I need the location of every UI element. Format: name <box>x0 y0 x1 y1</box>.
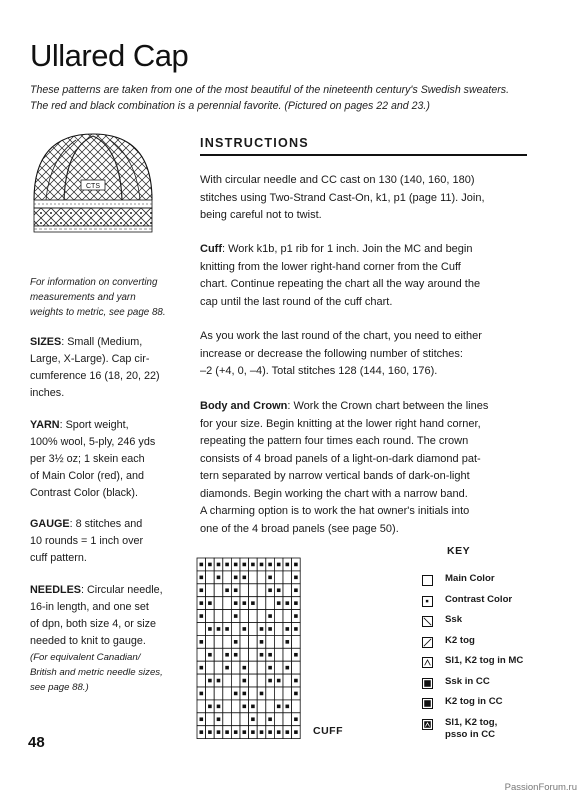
contrast-stitch <box>268 679 272 683</box>
yarn-text: 100% wool, 5-ply, 246 yds <box>30 436 156 448</box>
sizes-text: inches. <box>30 387 65 399</box>
cuff-chart <box>196 557 304 740</box>
contrast-stitch <box>243 730 247 734</box>
chart-cell <box>231 674 240 687</box>
contrast-stitch <box>243 563 247 567</box>
cuff-paragraph <box>200 241 530 311</box>
key-row <box>422 573 562 594</box>
contrast-stitch <box>294 717 298 721</box>
chart-cell <box>206 584 215 597</box>
chart-cell <box>231 700 240 713</box>
ssk-icon <box>422 616 433 627</box>
contrast-stitch <box>268 730 272 734</box>
key-label-line: Ssk in CC <box>445 675 490 687</box>
contrast-stitch <box>260 730 264 734</box>
chart-cell <box>223 597 232 610</box>
page-title: Ullared Cap <box>30 38 189 73</box>
watermark: PassionForum.ru <box>504 782 577 793</box>
chart-cell <box>266 635 275 648</box>
contrast-stitch <box>294 679 298 683</box>
gauge-label: GAUGE <box>30 518 70 530</box>
chart-cell <box>240 584 249 597</box>
contrast-stitch <box>243 692 247 696</box>
contrast-stitch <box>294 601 298 605</box>
chart-cell <box>223 674 232 687</box>
needles-text: needed to knit to gauge. <box>30 635 146 647</box>
chart-cell <box>223 713 232 726</box>
chart-cell <box>274 571 283 584</box>
contrast-stitch <box>268 614 272 618</box>
needles-text: of dpn, both size 4, or size <box>30 618 157 630</box>
key-label <box>445 717 497 741</box>
contrast-stitch <box>234 563 238 567</box>
contrast-stitch <box>268 563 272 567</box>
contrast-stitch <box>208 730 212 734</box>
key-title: KEY <box>447 545 471 557</box>
chart-cell <box>283 571 292 584</box>
chart-cell <box>274 713 283 726</box>
body-crown-paragraph <box>200 398 530 538</box>
contrast-stitch <box>200 666 204 670</box>
chart-key <box>422 573 562 740</box>
chart-cell <box>214 584 223 597</box>
sizes-block <box>30 334 180 402</box>
contrast-stitch <box>294 653 298 657</box>
contrast-stitch <box>225 653 229 657</box>
contrast-stitch <box>294 588 298 592</box>
chart-cell <box>197 623 206 636</box>
contrast-stitch <box>200 692 204 696</box>
contrast-stitch <box>200 576 204 580</box>
chart-cell <box>214 597 223 610</box>
contrast-stitch <box>225 627 229 631</box>
contrast-stitch <box>208 563 212 567</box>
key-row <box>422 696 562 717</box>
contrast-stitch <box>217 705 221 709</box>
paragraph-line: increase or decrease the following number of stitches: <box>200 347 463 360</box>
chart-cell <box>257 571 266 584</box>
paragraph-line: cap until the last round of the cuff chart. <box>200 295 393 308</box>
chart-cell <box>214 661 223 674</box>
contrast-stitch <box>234 601 238 605</box>
contrast-stitch <box>286 730 290 734</box>
paragraph-line: diamonds. Begin working the chart with a narrow band. <box>200 487 468 500</box>
chart-cell <box>206 635 215 648</box>
paragraph-line: being careful not to twist. <box>200 209 322 221</box>
chart-cell <box>214 610 223 623</box>
contrast-stitch <box>243 666 247 670</box>
contrast-stitch <box>243 576 247 580</box>
chart-cell <box>283 584 292 597</box>
chart-cell <box>231 661 240 674</box>
contrast-stitch <box>217 730 221 734</box>
contrast-stitch <box>234 640 238 644</box>
yarn-text: of Main Color (red), and <box>30 470 145 482</box>
yarn-label: YARN <box>30 419 60 431</box>
chart-cell <box>283 713 292 726</box>
contrast-stitch <box>268 653 272 657</box>
yarn-text: : Sport weight, <box>59 419 129 431</box>
paragraph-line: chart. Continue repeating the chart all the way around the <box>200 278 481 290</box>
contrast-stitch <box>286 666 290 670</box>
contrast-stitch <box>208 705 212 709</box>
contrast-stitch <box>251 563 255 567</box>
chart-cell <box>249 687 258 700</box>
chart-cell <box>240 713 249 726</box>
paragraph-line: repeating the pattern four times each round. The crown <box>200 435 469 447</box>
paragraph-line: : Work k1b, p1 rib for 1 inch. Join the MC and begin <box>222 243 473 255</box>
chart-cell <box>206 713 215 726</box>
chart-cell <box>257 674 266 687</box>
sizes-text: : Small (Medium, <box>61 336 143 348</box>
gauge-text: : 8 stitches and <box>69 518 143 530</box>
chart-cell <box>197 674 206 687</box>
contrast-stitch <box>260 692 264 696</box>
chart-cell <box>266 597 275 610</box>
contrast-stitch <box>217 679 221 683</box>
chart-cell <box>257 700 266 713</box>
contrast-stitch <box>277 705 281 709</box>
intro-line: These patterns are taken from one of the most beautiful of the nineteenth century's Swedish sweaters. <box>30 84 510 96</box>
contrast-stitch <box>243 679 247 683</box>
chart-cell <box>214 648 223 661</box>
contrast-stitch <box>234 730 238 734</box>
paragraph-line: –2 (+4, 0, –4). Total stitches 128 (144, 160, 176). <box>200 365 438 377</box>
gauge-block <box>30 516 180 567</box>
key-label <box>445 614 462 626</box>
contrast-stitch <box>251 730 255 734</box>
chart-cell <box>257 610 266 623</box>
metric-note-line: measurements and yarn <box>30 292 136 303</box>
key-row <box>422 614 562 635</box>
paragraph-line: knitting from the lower right-hand corner from the Cuff <box>200 260 461 273</box>
contrast-stitch <box>294 692 298 696</box>
chart-cell <box>231 623 240 636</box>
key-label-line: psso in CC <box>445 728 496 740</box>
chart-cell <box>249 661 258 674</box>
contrast-stitch <box>234 588 238 592</box>
chart-cell <box>283 674 292 687</box>
key-label-line: Sl1, K2 tog, <box>445 716 498 728</box>
chart-cell <box>266 700 275 713</box>
chart-cell <box>223 687 232 700</box>
chart-cell <box>292 700 301 713</box>
needles-label: NEEDLES <box>30 584 81 596</box>
contrast-stitch <box>286 640 290 644</box>
key-label-line: Contrast Color <box>445 593 513 605</box>
paragraph-line: tern separated by narrow vertical bands of dark-on-light <box>200 470 470 482</box>
chart-cell <box>274 661 283 674</box>
contrast-stitch <box>268 627 272 631</box>
key-label-line: Ssk <box>445 614 463 625</box>
key-label-line: K2 tog <box>445 634 475 646</box>
key-label <box>445 655 523 667</box>
needles-note: British and metric needle sizes, <box>30 667 163 678</box>
gauge-text: 10 rounds = 1 inch over <box>30 535 144 547</box>
chart-cell <box>223 610 232 623</box>
sizes-label: SIZES <box>30 336 62 348</box>
metric-note <box>30 275 180 320</box>
stitch-adjust-paragraph <box>200 328 530 381</box>
contrast-stitch <box>294 627 298 631</box>
chart-cell <box>257 584 266 597</box>
contrast-stitch <box>234 692 238 696</box>
key-label-line: Sl1, K2 tog in MC <box>445 655 524 666</box>
yarn-text: Contrast Color (black). <box>30 487 139 499</box>
contrast-stitch <box>200 614 204 618</box>
chart-cell <box>249 571 258 584</box>
chart-cell <box>257 713 266 726</box>
contrast-stitch <box>286 705 290 709</box>
cuff-label: Cuff <box>200 243 222 255</box>
chart-cell <box>240 635 249 648</box>
chart-cell <box>206 571 215 584</box>
key-row <box>422 594 562 615</box>
paragraph-line: As you work the last round of the chart, you need to either <box>200 330 482 342</box>
chart-cell <box>231 713 240 726</box>
paragraph-line: for your size. Begin knitting at the lower right hand corner, <box>200 417 481 430</box>
contrast-stitch <box>260 653 264 657</box>
contrast-stitch <box>277 679 281 683</box>
chart-cell <box>240 648 249 661</box>
contrast-stitch <box>234 653 238 657</box>
hat-initials: CTS <box>86 183 100 190</box>
paragraph-line: one of the 4 broad panels (see page 50). <box>200 522 399 535</box>
needles-text: : Circular needle, <box>81 584 163 596</box>
chart-cell <box>283 610 292 623</box>
contrast-stitch <box>217 563 221 567</box>
chart-cell <box>249 648 258 661</box>
filled-caret-icon <box>422 719 433 730</box>
contrast-stitch <box>286 627 290 631</box>
chart-cell <box>274 687 283 700</box>
contrast-stitch <box>200 640 204 644</box>
key-label <box>445 676 490 688</box>
instructions-heading: INSTRUCTIONS <box>200 136 527 156</box>
needles-note: see page 88.) <box>30 682 89 693</box>
intro-line: The red and black combination is a perennial favorite. (Pictured on pages 22 and 23.) <box>30 100 430 112</box>
chart-cell <box>206 687 215 700</box>
contrast-stitch <box>286 563 290 567</box>
cuff-chart-label: CUFF <box>313 725 343 737</box>
contrast-stitch <box>208 679 212 683</box>
contrast-stitch <box>277 730 281 734</box>
paragraph-line: consists of 4 broad panels of a light-on-dark diamond pat- <box>200 452 481 465</box>
chart-cell <box>214 687 223 700</box>
contrast-stitch <box>251 705 255 709</box>
chart-cell <box>274 648 283 661</box>
chart-cell <box>292 635 301 648</box>
contrast-stitch <box>225 563 229 567</box>
contrast-stitch <box>268 717 272 721</box>
chart-cell <box>249 584 258 597</box>
hat-illustration <box>26 128 161 243</box>
contrast-stitch <box>225 730 229 734</box>
chart-cell <box>223 700 232 713</box>
contrast-stitch <box>260 640 264 644</box>
body-crown-label: Body and Crown <box>200 400 288 412</box>
contrast-stitch <box>225 588 229 592</box>
needles-note: (For equivalent Canadian/ <box>30 652 141 663</box>
contrast-stitch <box>225 666 229 670</box>
chart-cell <box>292 661 301 674</box>
chart-cell <box>266 687 275 700</box>
paragraph-line: A charming option is to work the hat owner's initials into <box>200 505 470 517</box>
sizes-text: cumference 16 (18, 20, 22) <box>30 370 160 382</box>
chart-cell <box>206 661 215 674</box>
contrast-stitch <box>234 614 238 618</box>
contrast-stitch <box>200 601 204 605</box>
chart-cell <box>214 635 223 648</box>
contrast-stitch <box>217 717 221 721</box>
contrast-stitch <box>200 730 204 734</box>
dot-square-icon <box>422 596 433 607</box>
chart-cell <box>274 635 283 648</box>
contrast-stitch <box>243 601 247 605</box>
chart-cell <box>249 635 258 648</box>
yarn-block <box>30 417 180 502</box>
contrast-stitch <box>251 717 255 721</box>
empty-square-icon <box>422 575 433 586</box>
contrast-stitch <box>217 576 221 580</box>
contrast-stitch <box>260 563 264 567</box>
contrast-stitch <box>200 563 204 567</box>
chart-cell <box>283 648 292 661</box>
chart-cell <box>249 674 258 687</box>
metric-note-line: For information on converting <box>30 277 158 288</box>
contrast-stitch <box>277 588 281 592</box>
paragraph-line: : Work the Crown chart between the lines <box>287 400 489 412</box>
key-row <box>422 635 562 656</box>
key-label-line: K2 tog in CC <box>445 696 503 707</box>
caret-icon <box>422 657 433 668</box>
contrast-stitch <box>208 627 212 631</box>
chart-cell <box>274 610 283 623</box>
contrast-stitch <box>277 601 281 605</box>
cast-on-paragraph <box>200 172 530 225</box>
contrast-stitch <box>268 588 272 592</box>
needles-text: 16-in length, and one set <box>30 601 149 613</box>
chart-cell <box>197 700 206 713</box>
key-row <box>422 676 562 697</box>
contrast-stitch <box>200 588 204 592</box>
contrast-stitch <box>268 666 272 670</box>
contrast-stitch <box>200 717 204 721</box>
contrast-stitch <box>251 601 255 605</box>
k2tog-icon <box>422 637 433 648</box>
yarn-text: per 3½ oz; 1 skein each <box>30 453 145 465</box>
contrast-stitch <box>208 601 212 605</box>
intro-text <box>30 82 540 114</box>
chart-cell <box>257 661 266 674</box>
needles-block <box>30 582 180 695</box>
contrast-stitch <box>234 576 238 580</box>
contrast-stitch <box>243 705 247 709</box>
chart-cell <box>249 623 258 636</box>
chart-cell <box>223 635 232 648</box>
contrast-stitch <box>294 730 298 734</box>
sizes-text: Large, X-Large). Cap cir- <box>30 353 150 365</box>
chart-cell <box>257 597 266 610</box>
paragraph-line: With circular needle and CC cast on 130 (140, 160, 180) <box>200 174 475 186</box>
page-number: 48 <box>28 734 45 751</box>
key-row <box>422 717 562 738</box>
chart-cell <box>249 610 258 623</box>
key-label <box>445 594 512 606</box>
key-label <box>445 696 503 708</box>
contrast-stitch <box>277 563 281 567</box>
metric-note-line: weights to metric, see page 88. <box>30 307 166 318</box>
contrast-stitch <box>268 576 272 580</box>
gauge-text: cuff pattern. <box>30 552 87 564</box>
contrast-stitch <box>294 563 298 567</box>
key-row <box>422 655 562 676</box>
contrast-stitch <box>208 653 212 657</box>
key-label-line: Main Color <box>445 573 495 584</box>
contrast-stitch <box>294 614 298 618</box>
chart-cell <box>274 623 283 636</box>
contrast-stitch <box>243 627 247 631</box>
chart-cell <box>240 610 249 623</box>
contrast-stitch <box>294 576 298 580</box>
chart-cell <box>283 687 292 700</box>
chart-cell <box>223 571 232 584</box>
key-label <box>445 573 495 585</box>
filled-square-icon <box>422 678 433 689</box>
contrast-stitch <box>286 601 290 605</box>
filled-square-icon <box>422 698 433 709</box>
key-label <box>445 635 475 647</box>
chart-cell <box>206 610 215 623</box>
paragraph-line: stitches using Two-Strand Cast-On, k1, p1 (page 11). Join, <box>200 191 485 204</box>
contrast-stitch <box>217 627 221 631</box>
chart-cell <box>197 648 206 661</box>
contrast-stitch <box>260 627 264 631</box>
